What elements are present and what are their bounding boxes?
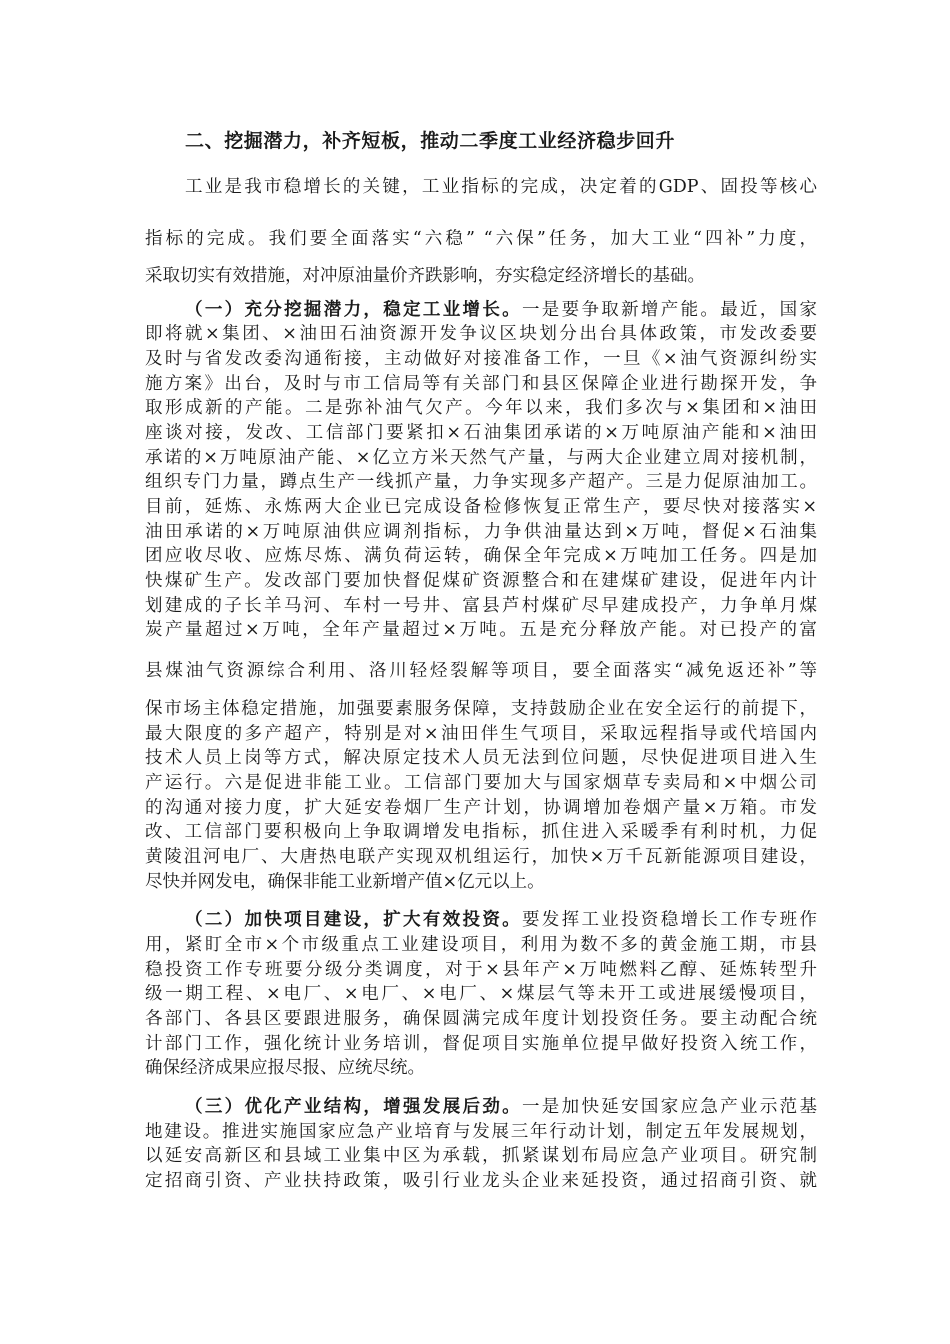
text-line: 炭产量超过×万吨，全年产量超过×万吨。五是充分释放产能。对已投产的富 — [145, 620, 817, 640]
section-1-title: （一）充分挖掘潜力，稳定工业增长。 — [185, 300, 522, 320]
section-3-title: （三）优化产业结构，增强发展后劲。 — [185, 1097, 522, 1117]
text-line: 尽快并网发电，确保非能工业新增产值×亿元以上。 — [145, 872, 545, 892]
text-line: 产运行。六是促进非能工业。工信部门要加大与国家烟草专卖局和×中烟公司 — [145, 773, 817, 793]
text-line: 座谈对接，发改、工信部门要紧扣×石油集团承诺的×万吨原油产能和×油田 — [145, 423, 817, 443]
text-line: 即将就×集团、×油田石油资源开发争议区块划分出台具体政策，市发改委要 — [145, 324, 817, 344]
section-heading: 二、挖掘潜力，补齐短板，推动二季度工业经济稳步回升 — [185, 130, 676, 152]
text-line: 快煤矿生产。发改部门要加快督促煤矿资源整合和在建煤矿建设，促进年内计 — [145, 571, 817, 591]
text-line: 计部门工作，强化统计业务培训，督促项目实施单位提早做好投资入统工作， — [145, 1034, 817, 1054]
text-line: 油田承诺的×万吨原油供应调剂指标，力争供油量达到×万吨，督促×石油集 — [145, 522, 817, 542]
section-2-title: （二）加快项目建设，扩大有效投资。 — [185, 910, 522, 930]
text-line: 的沟通对接力度，扩大延安卷烟厂生产计划，协调增加卷烟产量×万箱。市发 — [145, 798, 817, 818]
text-line: 施方案》出台，及时与市工信局等有关部门和县区保障企业进行勘探开发，争 — [145, 374, 817, 394]
text-line: 团应收尽收、应炼尽炼、满负荷运转，确保全年完成×万吨加工任务。四是加 — [145, 546, 817, 566]
text-line: 指标的完成。我们要全面落实“六稳” “六保”任务，加大工业“四补”力度， — [145, 229, 817, 249]
text-line: 县煤油气资源综合利用、洛川轻烃裂解等项目，要全面落实“减免返还补”等 — [145, 661, 817, 681]
text-line — [185, 1095, 817, 1119]
text-line — [185, 908, 817, 932]
text-line: 及时与省发改委沟通衔接，主动做好对接准备工作，一旦《×油气资源纠纷实 — [145, 349, 817, 369]
section-3-text: 一是加快延安国家应急产业示范基 — [521, 1097, 817, 1117]
text-line: 划建成的子长羊马河、车村一号井、富县芦村煤矿尽早建成投产，力争单月煤 — [145, 596, 817, 616]
text-line: 地建设。推进实施国家应急产业培育与发展三年行动计划，制定五年发展规划， — [145, 1122, 817, 1142]
text-line: 确保经济成果应报尽报、应统尽统。 — [145, 1058, 425, 1078]
text-line: 最大限度的多产超产，特别是对×油田伴生气项目，采取远程指导或代培国内 — [145, 724, 817, 744]
text-line: 以延安高新区和县域工业集中区为承载，抓紧谋划布局应急产业项目。研究制 — [145, 1146, 817, 1166]
text-line: 级一期工程、×电厂、×电厂、×电厂、×煤层气等未开工或进展缓慢项目， — [145, 984, 817, 1004]
section-1-text: 一是要争取新增产能。最近，国家 — [521, 300, 817, 320]
text-line: 目前，延炼、永炼两大企业已完成设备检修恢复正常生产，要尽快对接落实× — [145, 497, 817, 517]
text-line: 各部门、各县区要跟进服务，确保圆满完成年度计划投资任务。要主动配合统 — [145, 1009, 817, 1029]
text-line: 保市场主体稳定措施，加强要素服务保障，支持鼓励企业在安全运行的前提下， — [145, 699, 817, 719]
text-line: 采取切实有效措施，对冲原油量价齐跌影响，夯实稳定经济增长的基础。 — [145, 266, 705, 286]
text-line: 承诺的×万吨原油产能、×亿立方米天然气产量，与两大企业建立周对接机制， — [145, 448, 817, 468]
text-line: 用，紧盯全市×个市级重点工业建设项目，利用为数不多的黄金施工期，市县 — [145, 935, 817, 955]
text-line: 组织专门力量，蹲点生产一线抓产量，力争实现多产超产。三是力促原油加工。 — [145, 472, 817, 492]
text-line: 稳投资工作专班要分级分类调度，对于×县年产×万吨燃料乙醇、延炼转型升 — [145, 960, 817, 980]
text-line: 工业是我市稳增长的关键，工业指标的完成，决定着的GDP、固投等核心 — [185, 177, 817, 197]
text-line: 技术人员上岗等方式，解决原定技术人员无法到位问题，尽快促进项目进入生 — [145, 748, 817, 768]
section-2-text: 要发挥工业投资稳增长工作专班作 — [521, 910, 817, 930]
text-line: 取形成新的产能。二是弥补油气欠产。今年以来，我们多次与×集团和×油田 — [145, 398, 817, 418]
text-line: 改、工信部门要积极向上争取调增发电指标，抓住进入采暖季有利时机，力促 — [145, 822, 817, 842]
text-line: 定招商引资、产业扶持政策，吸引行业龙头企业来延投资，通过招商引资、就 — [145, 1171, 817, 1191]
text-line — [185, 298, 817, 322]
text-line: 黄陵沮河电厂、大唐热电联产实现双机组运行，加快×万千瓦新能源项目建设， — [145, 847, 817, 867]
